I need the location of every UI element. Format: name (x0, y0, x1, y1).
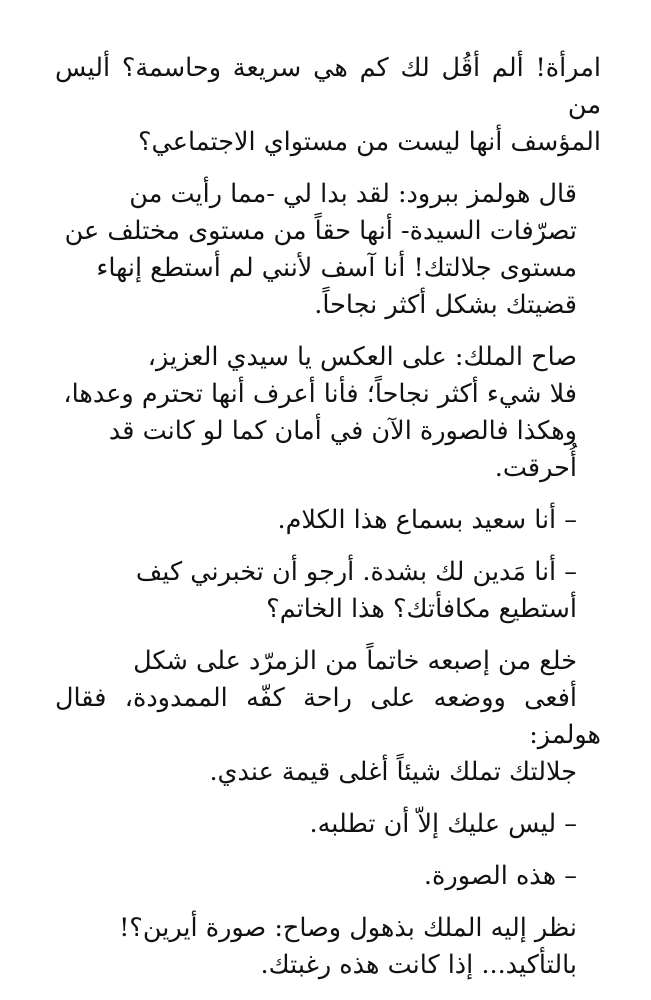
text-line: جلالتك تملك شيئاً أغلى قيمة عندي. (209, 757, 577, 787)
text-line: قال هولمز ببرود: لقد بدا لي -مما رأيت من (129, 179, 577, 209)
text-line: أُحرقت. (494, 453, 577, 483)
text-line: تصرّفات السيدة- أنها حقاً من مستوى مختلف عن (64, 216, 577, 246)
text-line: فلا شيء أكثر نجاحاً؛ فأنا أعرف أنها تحترم وعدها، (63, 379, 577, 409)
text-line: وهكذا فالصورة الآن في أمان كما لو كانت قد (108, 416, 577, 446)
book-page (55, 50, 601, 999)
text-line: – أنا مَدين لك بشدة. أرجو أن تخبرني كيف (135, 557, 577, 587)
text-line: مستوى جلالتك! أنا آسف لأنني لم أستطع إنهاء (96, 253, 577, 283)
paragraph-4 (55, 502, 601, 539)
text-line: قضيتك بشكل أكثر نجاحاً. (314, 290, 577, 320)
paragraph-7 (55, 806, 601, 843)
paragraph-9 (55, 910, 601, 984)
paragraph-3 (55, 339, 601, 487)
paragraph-1 (55, 50, 601, 161)
text-line: المؤسف أنها ليست من مستواي الاجتماعي؟ (137, 127, 601, 157)
text-line: أستطيع مكافأتك؟ هذا الخاتم؟ (266, 594, 577, 624)
text-line: – هذه الصورة. (423, 861, 577, 891)
text-line: خلع من إصبعه خاتماً من الزمرّد على شكل (133, 646, 577, 676)
text-line: – ليس عليك إلاّ أن تطلبه. (309, 809, 577, 839)
text-line: نظر إليه الملك بذهول وصاح: صورة أيرين؟! (119, 913, 577, 943)
paragraph-2 (55, 176, 601, 324)
text-line: امرأة! ألم أقُل لك كم هي سريعة وحاسمة؟ أليس من (55, 53, 601, 120)
paragraph-6 (55, 643, 601, 791)
paragraph-5 (55, 554, 601, 628)
text-line: بالتأكيد... إذا كانت هذه رغبتك. (260, 950, 577, 980)
text-line: أفعى ووضعه على راحة كفّه الممدودة، فقال هولمز: (55, 683, 601, 750)
paragraph-8 (55, 858, 601, 895)
text-line: صاح الملك: على العكس يا سيدي العزيز، (147, 342, 577, 372)
text-line: – أنا سعيد بسماع هذا الكلام. (277, 505, 577, 535)
